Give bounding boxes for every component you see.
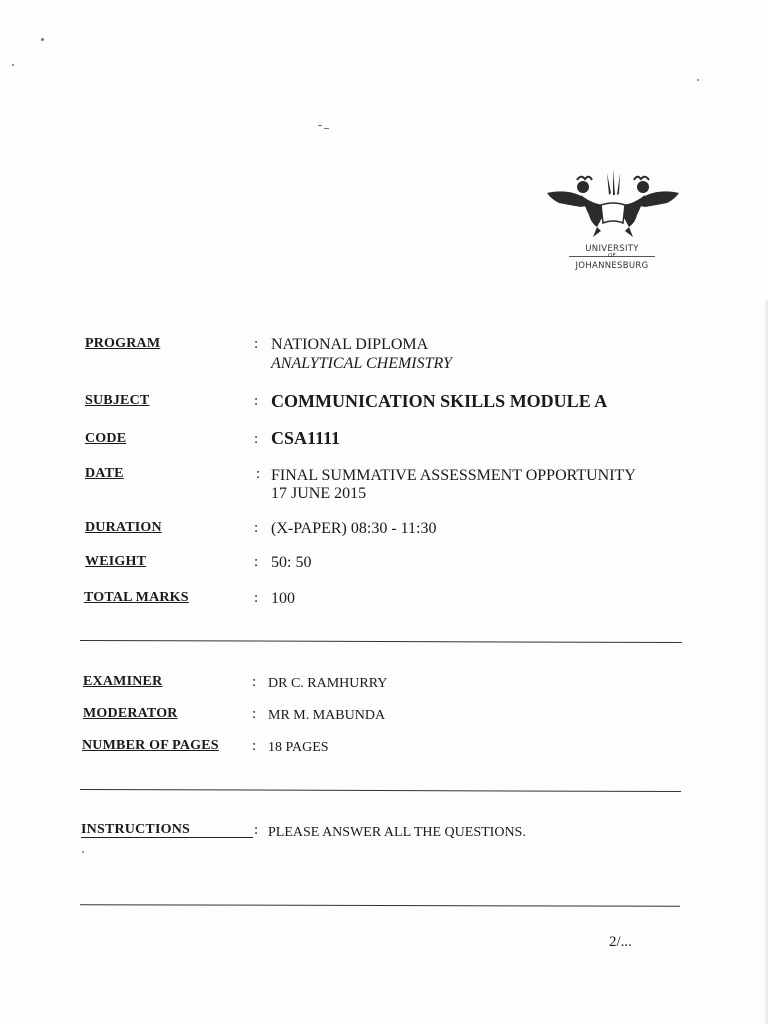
scan-speck — [12, 64, 14, 66]
field-value: 50: 50 — [271, 554, 312, 571]
field-value: 100 — [271, 590, 295, 607]
field-label: MODERATOR — [83, 706, 178, 721]
field-separator: : — [254, 393, 259, 409]
field-label: TOTAL MARKS — [84, 590, 189, 605]
field-label: WEIGHT — [85, 554, 147, 569]
logo-johannesburg-text: JOHANNESBURG — [575, 261, 649, 271]
field-separator: : — [254, 520, 259, 536]
field-separator: : — [256, 466, 261, 482]
section-divider — [80, 789, 681, 792]
university-logo — [543, 165, 683, 275]
logo-birds-icon — [543, 165, 683, 245]
field-label: CODE — [85, 431, 127, 446]
field-value: NATIONAL DIPLOMA — [271, 336, 429, 353]
field-value: 18 PAGES — [268, 740, 329, 755]
field-value: DR C. RAMHURRY — [268, 676, 388, 691]
field-label: SUBJECT — [85, 393, 150, 408]
field-value: COMMUNICATION SKILLS MODULE A — [271, 391, 608, 411]
page-edge-shadow — [764, 300, 768, 1024]
field-value: CSA1111 — [271, 428, 341, 448]
section-divider — [80, 640, 682, 643]
instructions-underline — [81, 837, 253, 838]
field-value-secondary: 17 JUNE 2015 — [271, 485, 367, 502]
field-label: DURATION — [85, 520, 162, 535]
field-value: PLEASE ANSWER ALL THE QUESTIONS. — [268, 825, 526, 840]
field-separator: : — [254, 822, 259, 838]
field-label: EXAMINER — [83, 674, 163, 689]
logo-university-text: UNIVERSITY — [585, 244, 639, 254]
scan-speck — [324, 128, 329, 129]
field-label: NUMBER OF PAGES — [82, 738, 219, 753]
field-separator: : — [254, 431, 259, 447]
field-label: INSTRUCTIONS — [81, 822, 190, 837]
section-divider — [80, 904, 680, 907]
field-separator: : — [254, 590, 259, 606]
page-continuation-marker: 2/... — [609, 934, 632, 950]
field-value: FINAL SUMMATIVE ASSESSMENT OPPORTUNITY — [271, 467, 636, 484]
scan-speck — [41, 38, 44, 41]
field-separator: : — [252, 738, 257, 754]
logo-of-text: OF — [607, 253, 617, 259]
scan-speck — [697, 79, 699, 81]
field-value: (X-PAPER) 08:30 - 11:30 — [271, 520, 437, 537]
field-label: PROGRAM — [85, 336, 161, 351]
field-separator: : — [252, 706, 257, 722]
field-separator: : — [252, 674, 257, 690]
field-label: DATE — [85, 466, 124, 481]
field-separator: : — [254, 336, 259, 352]
scan-speck — [82, 851, 84, 853]
field-separator: : — [254, 554, 259, 570]
scan-speck — [318, 125, 322, 126]
field-value-secondary: ANALYTICAL CHEMISTRY — [271, 355, 452, 372]
field-value: MR M. MABUNDA — [268, 708, 386, 723]
